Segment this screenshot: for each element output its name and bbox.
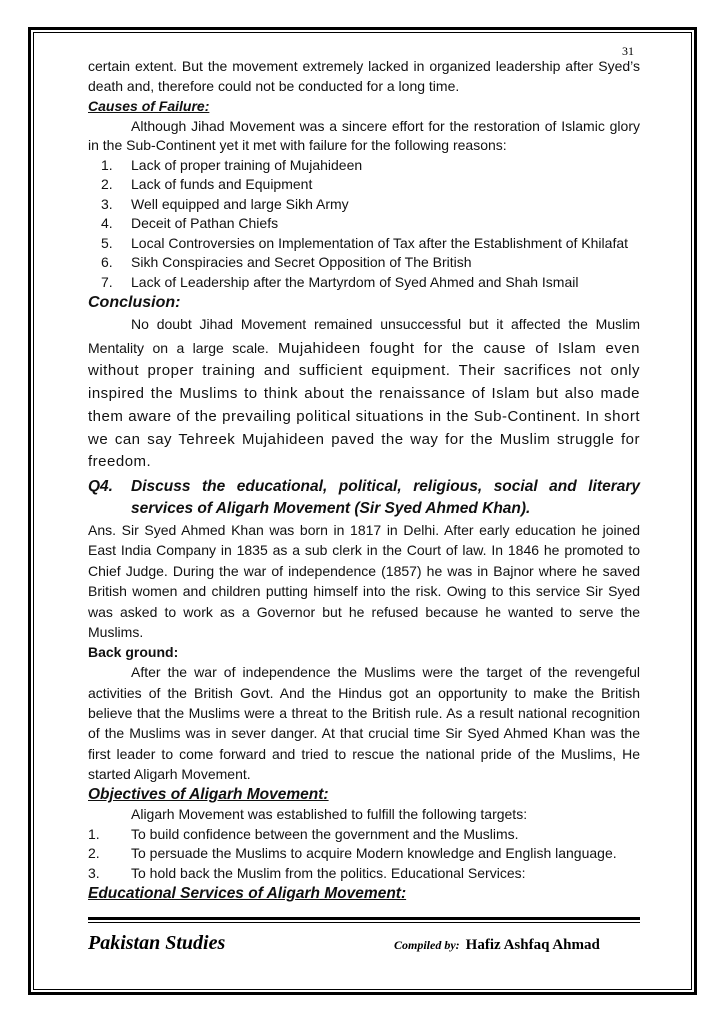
objectives-intro: Aligarh Movement was established to fulfill the following targets: [131, 806, 528, 823]
background-heading: Back ground: [88, 643, 179, 660]
list-item: 2. To persuade the Muslims to acquire Modern knowledge and English language. [88, 845, 617, 862]
objectives-list [88, 825, 640, 884]
causes-intro: Although Jihad Movement was a sincere effort for the restoration of Islamic glory in the Sub-Continent yet it met with failure for the following reasons: [88, 117, 640, 153]
list-item: 1. Lack of proper training of Mujahideen [101, 156, 363, 173]
causes-heading: Causes of Failure: [88, 98, 210, 114]
list-item: 6. Sikh Conspiracies and Secret Opposition of The British [101, 254, 472, 270]
footer-credit [394, 937, 600, 954]
page-body [88, 57, 640, 904]
objectives-heading: Objectives of Aligarh Movement: [88, 786, 329, 804]
conclusion-paragraph: No doubt Jihad Movement remained unsuccessful but it affected the Muslim Mentality on a large scale. Mujahideen fought for the cause of Islam even without proper training and sufficient equipment. Their sacrifices not only inspired the Muslims to think about the renaissance of Islam but also made them aware of the prevailing political situations in the Sub-Continent. In short we can say Tehreek Mujahideen paved the way for the Muslim struggle for freedom. [88, 316, 641, 471]
list-item: 7. Lack of Leadership after the Martyrdom of Syed Ahmed and Shah Ismail [101, 273, 579, 290]
footer-divider-thin [88, 922, 640, 923]
list-item: 3. To hold back the Muslim from the politics. Educational Services: [88, 864, 526, 881]
question-heading: Q4. Discuss the educational, political, religious, social and literary services of Aligarh Movement (Sir Syed Ahmed Khan). [88, 477, 640, 517]
educational-services-heading: Educational Services of Aligarh Movement: [88, 885, 407, 903]
footer-subject: Pakistan Studies [88, 932, 226, 954]
answer-paragraph: Ans. Sir Syed Ahmed Khan was born in 1817 in Delhi. After early education he joined East India Company in 1835 as a sub clerk in the Court of law. In 1846 he promoted to Chief Judge. During the war of independence (1857) he was in Bajnor where he saved British women and children putting himself into the risk. Owing to this service Sir Syed was asked to work as a Governor but he refused because he wanted to serve the Muslims. [88, 521, 640, 641]
page-number: 31 [622, 44, 634, 58]
conclusion-heading: Conclusion: [88, 294, 181, 311]
causes-list [88, 156, 640, 293]
compiled-by-label: Compiled by: [394, 938, 460, 952]
author-name: Hafiz Ashfaq Ahmad [465, 937, 600, 953]
paragraph-intro: certain extent. But the movement extremely lacked in organized leadership after Syed’s death and, therefore could not be conducted for a long time. [88, 58, 640, 94]
list-item: 1. To build confidence between the government and the Muslims. [88, 825, 519, 842]
list-item: 2. Lack of funds and Equipment [101, 176, 313, 192]
footer-divider-thick [88, 917, 640, 920]
list-item: 5. Local Controversies on Implementation of Tax after the Establishment of Khilafat [101, 234, 629, 251]
background-paragraph: After the war of independence the Muslims were the target of the revengeful activities of the British Govt. And the Hindus got an opportunity to make the British believe that the Muslims were a threat to the British rule. As a result national recognition of the Muslims was in sever danger. At that crucial time Sir Syed Ahmed Khan was the first leader to come forward and tried to rescue the national pride of the Muslims, He started Aligarh Movement. [88, 664, 640, 782]
list-item: 4. Deceit of Pathan Chiefs [101, 215, 279, 231]
list-item: 3. Well equipped and large Sikh Army [101, 195, 349, 212]
